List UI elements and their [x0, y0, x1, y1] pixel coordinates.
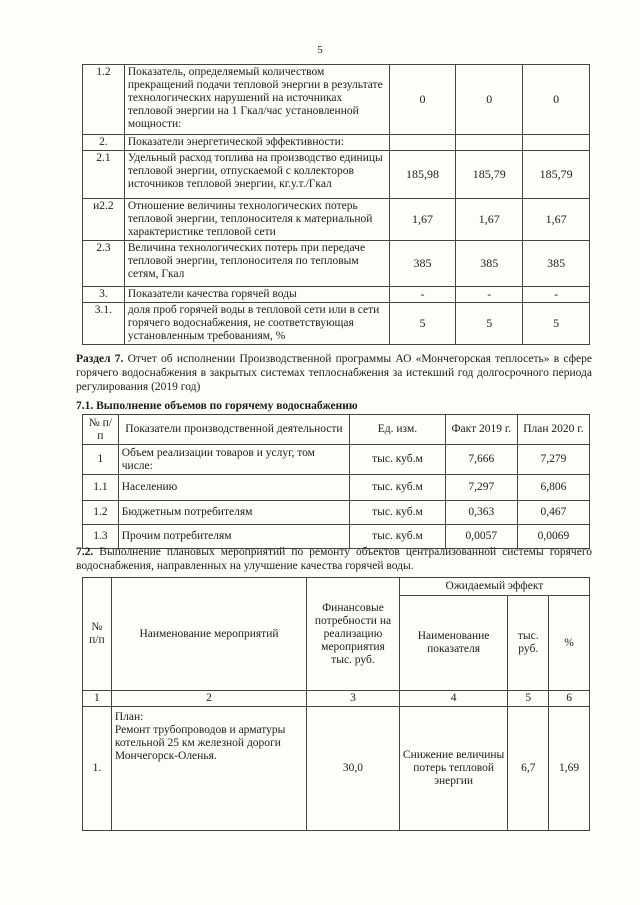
row-plan: 0,467	[517, 501, 589, 525]
header-finance: Финансовые потребности на реализацию мероприятия тыс. руб.	[307, 578, 400, 691]
row-name: Удельный расход топлива на производство единицы тепловой энергии, отпускаемой с коллекторов источников тепловой энергии, кг.у.т./Гкал	[124, 151, 389, 199]
header-unit: Ед. изм.	[350, 415, 446, 445]
value-2020: 0	[456, 65, 523, 135]
value-2019: 0	[389, 65, 456, 135]
value-2019: 5	[389, 303, 456, 345]
value-2021: 185,79	[523, 151, 590, 199]
value-2020	[456, 135, 523, 151]
row-name: Показатель, определяемый количеством прекращений подачи тепловой энергии в результате технологических нарушений на источниках тепловой энергии на 1 Гкал/час установленной мощности:	[124, 65, 389, 135]
row-name: Населению	[118, 475, 349, 501]
row-number: 2.1	[83, 151, 125, 199]
row-unit: тыс. куб.м	[350, 501, 446, 525]
row-unit: тыс. куб.м	[350, 445, 446, 475]
row-fact: 0,363	[445, 501, 517, 525]
indicators-table	[82, 64, 590, 345]
value-2021: 0	[523, 65, 590, 135]
table-row	[83, 135, 590, 151]
value-2021: 385	[523, 241, 590, 287]
section-72-heading	[76, 545, 592, 573]
header-indicator: Наименование показателя	[399, 596, 508, 691]
header-fact: Факт 2019 г.	[445, 415, 517, 445]
col-number: 2	[111, 691, 306, 707]
row-number: 3.	[83, 287, 125, 303]
table-row	[83, 151, 590, 199]
table-row	[83, 287, 590, 303]
row-indicator: Снижение величины потерь тепловой энергии	[399, 707, 508, 831]
section-72-label: 7.2.	[76, 546, 94, 558]
row-number: 1.3	[83, 525, 119, 549]
row-name: Объем реализации товаров и услуг, том числе:	[118, 445, 349, 475]
value-2021	[523, 135, 590, 151]
value-2019	[389, 135, 456, 151]
col-number: 3	[307, 691, 400, 707]
value-2019: 185,98	[389, 151, 456, 199]
row-fact: 0,0057	[445, 525, 517, 549]
value-2019: 385	[389, 241, 456, 287]
section-7-heading	[76, 352, 592, 394]
table-row	[83, 199, 590, 241]
header-rub: тыс. руб.	[508, 596, 549, 691]
row-number: 2.	[83, 135, 125, 151]
header-effect: Ожидаемый эффект	[399, 578, 589, 596]
row-name: Отношение величины технологических потерь тепловой энергии, теплоносителя к материальной характеристике тепловой сети	[124, 199, 389, 241]
row-number: 2.3	[83, 241, 125, 287]
row-number: 1.1	[83, 475, 119, 501]
row-fact: 7,297	[445, 475, 517, 501]
col-number: 1	[83, 691, 112, 707]
header-num: № п/п	[83, 415, 119, 445]
row-name: План: Ремонт трубопроводов и арматуры котельной 25 км железной дороги Мончегорск-Оленья.	[111, 707, 306, 831]
table-row	[83, 445, 590, 475]
value-2020: 185,79	[456, 151, 523, 199]
table-row	[83, 65, 590, 135]
value-2020: 5	[456, 303, 523, 345]
value-2021: 1,67	[523, 199, 590, 241]
table-row	[83, 241, 590, 287]
value-2021: -	[523, 287, 590, 303]
row-name: Величина технологических потерь при передаче тепловой энергии, теплоносителя по тепловым сетям, Гкал	[124, 241, 389, 287]
row-rub: 6,7	[508, 707, 549, 831]
value-2020: 385	[456, 241, 523, 287]
row-plan: 7,279	[517, 445, 589, 475]
row-plan: 0,0069	[517, 525, 589, 549]
row-name: Показатели энергетической эффективности:	[124, 135, 389, 151]
row-name: Бюджетным потребителям	[118, 501, 349, 525]
measures-table	[82, 577, 590, 831]
row-unit: тыс. куб.м	[350, 525, 446, 549]
row-name: Прочим потребителям	[118, 525, 349, 549]
col-number: 4	[399, 691, 508, 707]
value-2020: 1,67	[456, 199, 523, 241]
col-number: 6	[549, 691, 590, 707]
row-number: 1	[83, 445, 119, 475]
row-name: Показатели качества горячей воды	[124, 287, 389, 303]
page-number: 5	[317, 44, 323, 56]
value-2020: -	[456, 287, 523, 303]
row-name: доля проб горячей воды в тепловой сети или в сети горячего водоснабжения, не соответствующая установленным требованиям, %	[124, 303, 389, 345]
row-finance: 30,0	[307, 707, 400, 831]
section-71-title: 7.1. Выполнение объемов по горячему водоснабжению	[76, 400, 358, 412]
header-num: № п/п	[83, 578, 112, 691]
volumes-table	[82, 414, 590, 549]
col-number: 5	[508, 691, 549, 707]
table-row	[83, 475, 590, 501]
table-row	[83, 707, 590, 831]
table-row	[83, 501, 590, 525]
row-plan: 6,806	[517, 475, 589, 501]
row-number: 1.2	[83, 501, 119, 525]
section-72-text: Выполнение плановых мероприятий по ремонту объектов централизованной системы горячего водоснабжения, направленных на улучшение качества горячей воды.	[76, 546, 593, 572]
header-plan: План 2020 г.	[517, 415, 589, 445]
row-number: 1.2	[83, 65, 125, 135]
table-row	[83, 303, 590, 345]
row-number: и2.2	[83, 199, 125, 241]
header-name: Показатели производственной деятельности	[118, 415, 349, 445]
row-unit: тыс. куб.м	[350, 475, 446, 501]
row-number: 3.1.	[83, 303, 125, 345]
value-2019: -	[389, 287, 456, 303]
section-7-text: Отчет об исполнении Производственной программы АО «Мончегорская теплосеть» в сфере горячего водоснабжения в закрытых системах теплоснабжения за истекший год долгосрочного периода регулирования (2019 год)	[76, 353, 592, 393]
header-name: Наименование мероприятий	[111, 578, 306, 691]
section-7-label: Раздел 7.	[76, 353, 124, 365]
value-2019: 1,67	[389, 199, 456, 241]
value-2021: 5	[523, 303, 590, 345]
row-number: 1.	[83, 707, 112, 831]
row-fact: 7,666	[445, 445, 517, 475]
header-pct: %	[549, 596, 590, 691]
row-pct: 1,69	[549, 707, 590, 831]
